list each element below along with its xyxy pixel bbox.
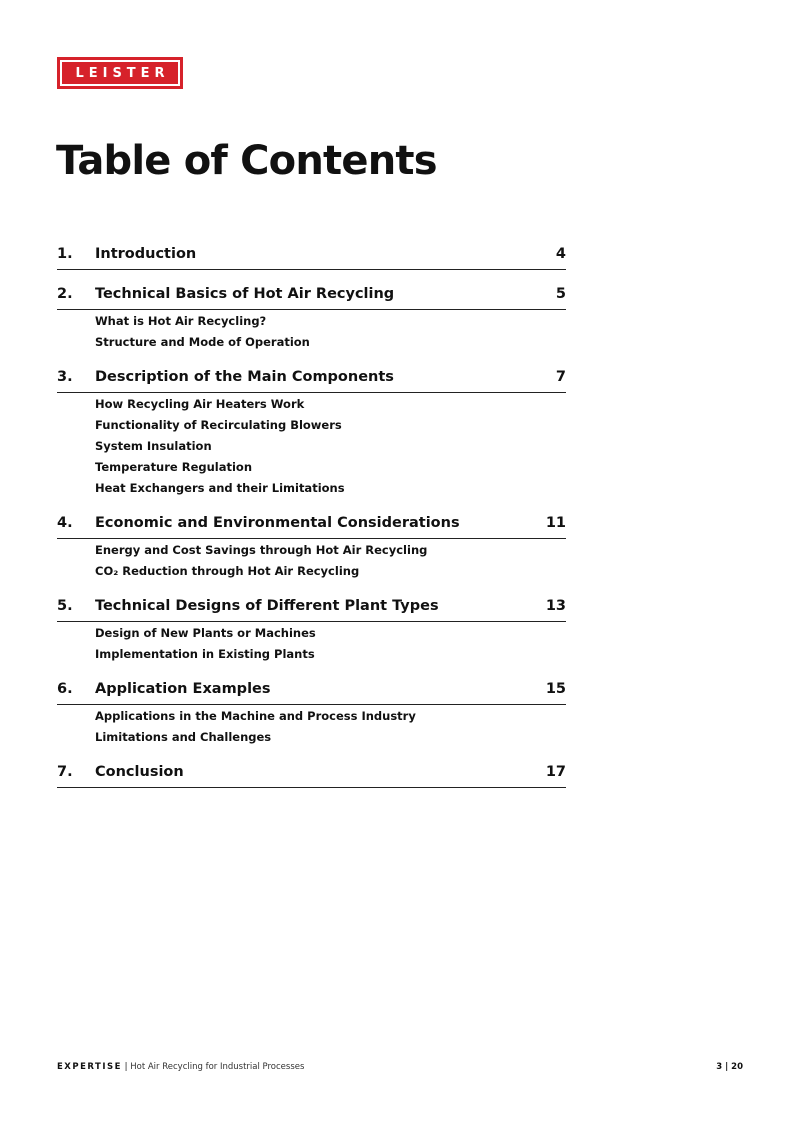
toc-section-number: 3. xyxy=(57,369,73,385)
toc-subsection-list xyxy=(57,394,566,499)
logo-text: LEISTER xyxy=(75,65,170,81)
toc-section-number: 6. xyxy=(57,681,73,697)
toc-subsection-list xyxy=(57,540,566,582)
toc-section xyxy=(57,598,566,665)
toc-section xyxy=(57,764,566,788)
toc-section-heading[interactable] xyxy=(57,515,566,539)
toc-page-number: 7 xyxy=(555,369,566,385)
toc-subsection[interactable]: Heat Exchangers and their Limitations xyxy=(95,481,345,495)
toc-section-heading[interactable] xyxy=(57,246,566,270)
toc-subsection-list xyxy=(57,311,566,353)
footer-separator: | xyxy=(124,1062,128,1072)
toc-page-number: 17 xyxy=(545,764,566,780)
toc-section-title: Technical Designs of Different Plant Types xyxy=(95,598,439,614)
toc-subsection[interactable]: Temperature Regulation xyxy=(95,460,253,474)
toc-section-title: Technical Basics of Hot Air Recycling xyxy=(95,286,395,302)
toc-page-number: 5 xyxy=(555,286,566,302)
toc-subsection[interactable]: CO₂ Reduction through Hot Air Recycling xyxy=(95,564,360,578)
page-footer xyxy=(57,1062,743,1072)
toc-subsection-list xyxy=(57,623,566,665)
toc-section-title: Introduction xyxy=(95,246,197,262)
toc-subsection[interactable]: Functionality of Recirculating Blowers xyxy=(95,418,342,432)
toc-page-number: 13 xyxy=(545,598,566,614)
toc-section-number: 1. xyxy=(57,246,73,262)
page-number: 3 | 20 xyxy=(716,1062,743,1072)
toc-subsection[interactable]: How Recycling Air Heaters Work xyxy=(95,397,305,411)
footer-subtitle: Hot Air Recycling for Industrial Processes xyxy=(130,1062,305,1072)
toc-section-heading[interactable] xyxy=(57,764,566,788)
toc-section-title: Economic and Environmental Considerations xyxy=(95,515,460,531)
toc-subsection[interactable]: Energy and Cost Savings through Hot Air Recycling xyxy=(95,543,428,557)
toc-subsection[interactable]: Design of New Plants or Machines xyxy=(95,626,316,640)
toc-subsection[interactable]: Implementation in Existing Plants xyxy=(95,647,315,661)
leister-logo xyxy=(57,57,183,89)
logo-mark xyxy=(62,62,178,84)
toc-subsection[interactable]: Applications in the Machine and Process Industry xyxy=(95,709,416,723)
toc-section-heading[interactable] xyxy=(57,598,566,622)
toc-section xyxy=(57,286,566,353)
toc-section xyxy=(57,681,566,748)
toc-section-heading[interactable] xyxy=(57,681,566,705)
toc-section-title: Description of the Main Components xyxy=(95,369,394,385)
toc-subsection[interactable]: Limitations and Challenges xyxy=(95,730,272,744)
toc-page-number: 11 xyxy=(545,515,566,531)
toc-section-title: Conclusion xyxy=(95,764,184,780)
toc-section xyxy=(57,515,566,582)
toc-section-heading[interactable] xyxy=(57,286,566,310)
toc-section-number: 2. xyxy=(57,286,73,302)
toc-subsection[interactable]: Structure and Mode of Operation xyxy=(95,335,310,349)
toc-subsection[interactable]: What is Hot Air Recycling? xyxy=(95,314,267,328)
toc-page-number: 15 xyxy=(545,681,566,697)
page-title: Table of Contents xyxy=(56,138,437,184)
table-of-contents xyxy=(57,246,566,804)
toc-section-number: 5. xyxy=(57,598,73,614)
toc-section-heading[interactable] xyxy=(57,369,566,393)
toc-section-number: 4. xyxy=(57,515,73,531)
toc-page-number: 4 xyxy=(555,246,566,262)
toc-section-number: 7. xyxy=(57,764,73,780)
toc-subsection-list xyxy=(57,706,566,748)
footer-label: EXPERTISE xyxy=(57,1062,122,1072)
toc-subsection[interactable]: System Insulation xyxy=(95,439,212,453)
toc-section xyxy=(57,246,566,270)
toc-section-title: Application Examples xyxy=(95,681,271,697)
toc-section xyxy=(57,369,566,499)
footer-left xyxy=(57,1062,304,1072)
